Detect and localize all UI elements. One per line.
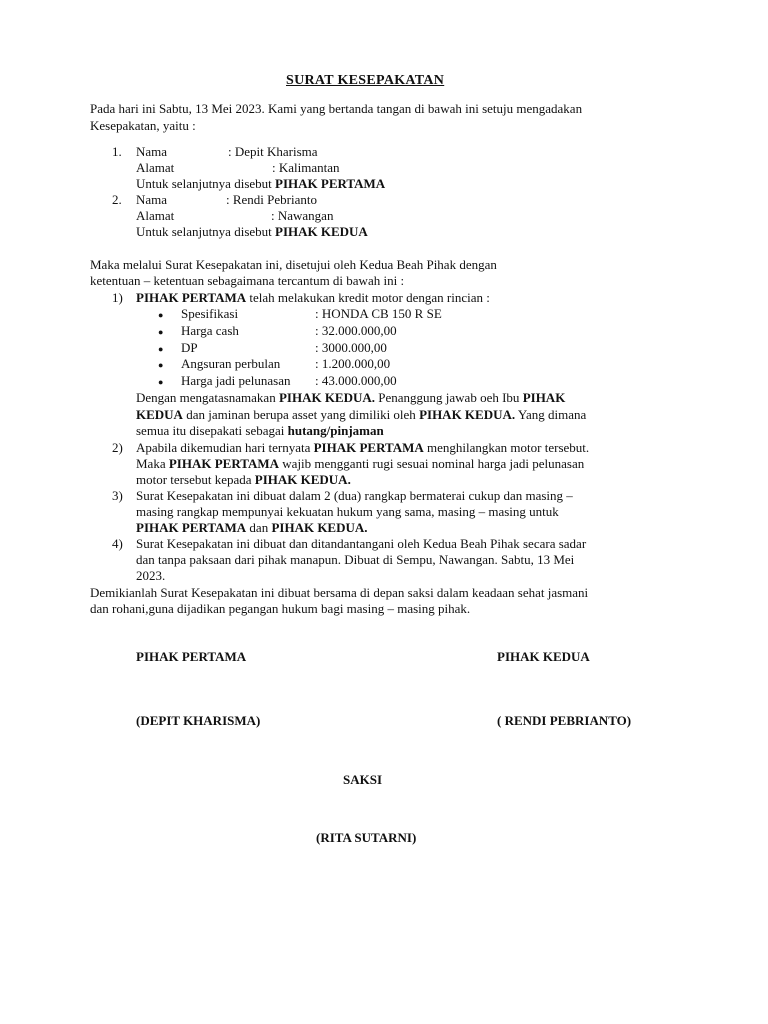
party-1-number: 1. xyxy=(112,144,122,159)
signature-left-name: (DEPIT KHARISMA) xyxy=(136,713,261,728)
clause-2-bold: PIHAK KEDUA. xyxy=(254,472,351,487)
clause-2-bold: PIHAK PERTAMA xyxy=(313,440,424,455)
spec-item-value: : 1.200.000,00 xyxy=(315,356,391,371)
spec-item-label: DP xyxy=(181,340,198,355)
bullet-icon: ● xyxy=(158,327,164,337)
clause-1-bold: PIHAK xyxy=(522,390,566,405)
party-2-address-value: : Nawangan xyxy=(271,208,334,223)
clause-1-paragraph-line-1 xyxy=(136,390,565,407)
clause-1-lead xyxy=(136,290,490,307)
bullet-icon: ● xyxy=(158,310,164,320)
party-2-role: PIHAK KEDUA xyxy=(275,224,368,239)
clause-3-line-2: masing rangkap mempunyai kekuatan hukum yang sama, masing – masing untuk xyxy=(136,504,559,519)
party-1-address-value: : Kalimantan xyxy=(272,160,340,175)
party-2-number: 2. xyxy=(112,192,122,207)
party-1-address-label: Alamat xyxy=(136,160,175,175)
clause-1-paragraph-line-2 xyxy=(136,407,586,424)
clause-1-lead-rest: telah melakukan kredit motor dengan rincian : xyxy=(249,290,490,305)
clause-1-lead-bold: PIHAK PERTAMA xyxy=(136,290,247,305)
spec-item-value: : 43.000.000,00 xyxy=(315,373,397,388)
bullet-icon: ● xyxy=(158,344,164,354)
spec-item-label: Angsuran perbulan xyxy=(181,356,281,371)
clause-3-number: 3) xyxy=(112,488,123,503)
clause-1-bold: PIHAK KEDUA. xyxy=(278,390,376,405)
signature-right-title: PIHAK KEDUA xyxy=(497,649,590,664)
spec-item-label: Harga cash xyxy=(181,323,239,338)
clause-2-text: menghilangkan motor tersebut. xyxy=(427,440,590,455)
party-1-name-value: : Depit Kharisma xyxy=(228,144,318,159)
clause-4-number: 4) xyxy=(112,536,123,551)
clause-2-text: motor tersebut kepada xyxy=(136,472,252,487)
bullet-icon: ● xyxy=(158,377,164,387)
clause-2-text: Maka xyxy=(136,456,166,471)
clause-2-text: wajib mengganti rugi sesuai nominal harga jadi pelunasan xyxy=(282,456,585,471)
clause-1-bold: KEDUA xyxy=(136,407,183,422)
clause-4-line-2: dan tanpa paksaan dari pihak manapun. Dibuat di Sempu, Nawangan. Sabtu, 13 Mei xyxy=(136,552,575,567)
clause-1-number: 1) xyxy=(112,290,123,305)
clause-2-bold: PIHAK PERTAMA xyxy=(168,456,280,471)
clause-3-text: dan xyxy=(249,520,269,535)
spec-item-value: : 3000.000,00 xyxy=(315,340,387,355)
clause-1-bold: PIHAK KEDUA. xyxy=(419,407,516,422)
clause-1-text: semua itu disepakati sebagai xyxy=(136,423,285,438)
clause-4-line-3: 2023. xyxy=(136,568,166,583)
clause-1-text: Dengan mengatasnamakan xyxy=(136,390,276,405)
party-2-address-label: Alamat xyxy=(136,208,175,223)
spec-item-label: Spesifikasi xyxy=(181,306,239,321)
clause-1-text: Penanggung jawab oeh Ibu xyxy=(378,390,520,405)
party-2-name-value: : Rendi Pebrianto xyxy=(226,192,317,207)
closing-line-2: dan rohani,guna dijadikan pegangan hukum bagi masing – masing pihak. xyxy=(90,601,471,616)
party-2-role-prefix: Untuk selanjutnya disebut xyxy=(136,224,272,239)
bullet-icon: ● xyxy=(158,360,164,370)
clause-3-bold: PIHAK KEDUA. xyxy=(271,520,368,535)
clause-1-text: dan jaminan berupa asset yang dimiliki oleh xyxy=(186,407,416,422)
clause-1-bold: hutang/pinjaman xyxy=(287,423,384,438)
party-2-name-label: Nama xyxy=(136,192,168,207)
intro-line-2: Kesepakatan, yaitu : xyxy=(90,118,196,133)
preamble-line-2: ketentuan – ketentuan sebagaimana tercantum di bawah ini : xyxy=(90,273,405,288)
signature-left-title: PIHAK PERTAMA xyxy=(136,649,247,664)
spec-item-value: : 32.000.000,00 xyxy=(315,323,397,338)
signature-right-name: ( RENDI PEBRIANTO) xyxy=(497,713,632,728)
witness-title: SAKSI xyxy=(343,772,383,787)
clause-1-paragraph-line-3 xyxy=(136,423,384,440)
party-1-role: PIHAK PERTAMA xyxy=(275,176,386,191)
intro-line-1: Pada hari ini Sabtu, 13 Mei 2023. Kami yang bertanda tangan di bawah ini setuju mengadakan xyxy=(90,101,583,116)
party-1-role-prefix: Untuk selanjutnya disebut xyxy=(136,176,272,191)
clause-2-number: 2) xyxy=(112,440,123,455)
spec-item-label: Harga jadi pelunasan xyxy=(181,373,291,388)
party-2-role-line xyxy=(136,224,368,241)
document-title: SURAT KESEPAKATAN xyxy=(286,73,445,88)
clause-2-text: Apabila dikemudian hari ternyata xyxy=(136,440,311,455)
party-1-name-label: Nama xyxy=(136,144,168,159)
closing-line-1: Demikianlah Surat Kesepakatan ini dibuat bersama di depan saksi dalam keadaan sehat jasmani xyxy=(90,585,589,600)
clause-3-line-1: Surat Kesepakatan ini dibuat dalam 2 (dua) rangkap bermaterai cukup dan masing – xyxy=(136,488,573,503)
clause-2-line-3 xyxy=(136,472,351,489)
clause-1-text: Yang dimana xyxy=(517,407,587,422)
clause-2-line-2 xyxy=(136,456,584,473)
witness-name: (RITA SUTARNI) xyxy=(316,830,417,845)
clause-4-line-1: Surat Kesepakatan ini dibuat dan ditandantangani oleh Kedua Beah Pihak secara sadar xyxy=(136,536,587,551)
party-1-role-line xyxy=(136,176,385,193)
spec-item-value: : HONDA CB 150 R SE xyxy=(315,306,442,321)
clause-2-line-1 xyxy=(136,440,589,457)
clause-3-line-3 xyxy=(136,520,368,537)
clause-3-bold: PIHAK PERTAMA xyxy=(136,520,247,535)
preamble-line-1: Maka melalui Surat Kesepakatan ini, disetujui oleh Kedua Beah Pihak dengan xyxy=(90,257,497,272)
